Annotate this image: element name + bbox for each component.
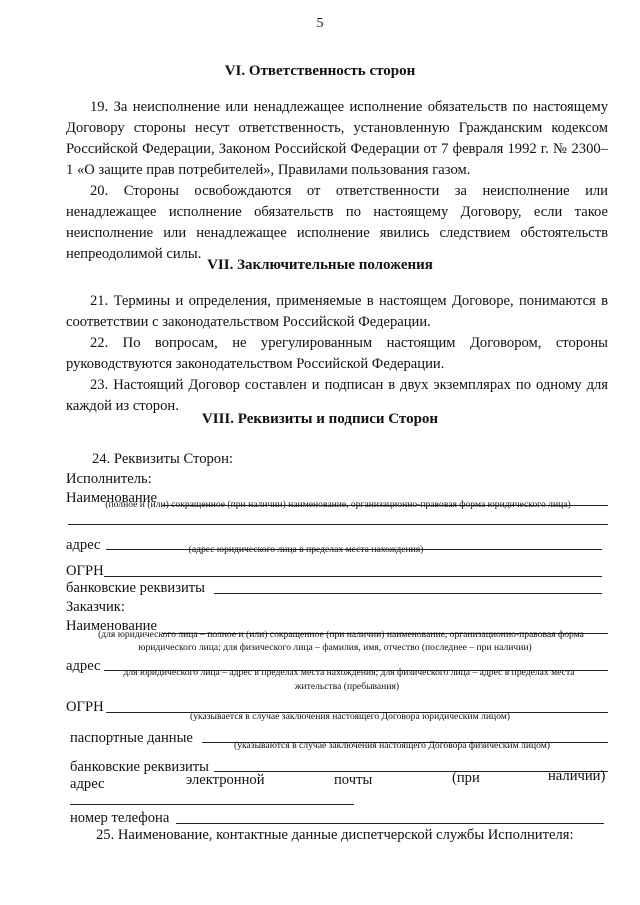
paragraph-20: [66, 181, 608, 265]
paragraph-24: 24. Реквизиты Сторон:: [92, 451, 233, 467]
customer-address-hint-1: для юридического лица – адрес в пределах места нахождения; для физического лица – адрес в пределах места: [123, 667, 575, 678]
customer-passport-label: паспортные данные: [70, 730, 193, 746]
paragraph-23-text: 23. Настоящий Договор составлен и подписан в двух экземплярах по одному для каждой из сторон.: [66, 377, 608, 414]
paragraph-25: 25. Наименование, контактные данные диспетчерской службы Исполнителя:: [96, 827, 574, 843]
customer-email-word-4: (при: [452, 770, 480, 786]
customer-email-field: [70, 804, 354, 805]
paragraph-19: [66, 97, 608, 181]
section-8-title: VIII. Реквизиты и подписи Сторон: [201, 411, 439, 427]
customer-address-label: адрес: [66, 658, 101, 674]
paragraph-20-text: 20. Стороны освобождаются от ответственности за неисполнение или ненадлежащее исполнение обязательств по настоящему Договору, если такое неисполнение или ненадлежащее исполнение явились следствием обстоятельств непреодолимой силы.: [66, 183, 608, 262]
executor-address-label: адрес: [66, 537, 101, 553]
customer-email-word-5: наличии): [548, 768, 606, 784]
customer-address-hint-2: жительства (пребывания): [294, 681, 400, 692]
executor-bank-label: банковские реквизиты: [66, 580, 205, 596]
paragraph-21-text: 21. Термины и определения, применяемые в настоящем Договоре, понимаются в соответствии с законодательством Российской Федерации.: [66, 293, 608, 330]
customer-phone-field: [176, 823, 604, 824]
customer-phone-label: номер телефона: [70, 810, 170, 826]
executor-ogrn-field: [104, 576, 602, 577]
page-number: 5: [316, 16, 324, 31]
paragraph-21: [66, 291, 608, 333]
executor-bank-field: [214, 593, 602, 594]
executor-label: Исполнитель:: [66, 471, 152, 487]
section-6-title: VI. Ответственность сторон: [224, 63, 416, 79]
paragraph-22: [66, 333, 608, 375]
customer-ogrn-label: ОГРН: [66, 699, 104, 715]
executor-name-hint: (полное и (или) сокращенное (при наличии) наименование, организационно-правовая форма юридического лица): [105, 499, 571, 510]
section-7-title: VII. Заключительные положения: [207, 257, 433, 273]
paragraph-22-text: 22. По вопросам, не урегулированным настоящим Договором, стороны руководствуются законодательством Российской Федерации.: [66, 335, 608, 372]
executor-ogrn-label: ОГРН: [66, 563, 104, 579]
customer-bank-label: банковские реквизиты: [70, 759, 209, 775]
customer-name-hint-2: юридического лица; для физического лица – фамилия, имя, отчество (последнее – при наличии): [138, 642, 532, 653]
executor-name-label: Наименование: [66, 490, 157, 506]
customer-name-hint-1: (для юридического лица – полное и (или) сокращенное (при наличии) наименование, организационно-правовая форма: [98, 629, 584, 640]
customer-ogrn-hint: (указывается в случае заключения настоящего Договора юридическим лицом): [190, 711, 510, 722]
customer-email-word-2: электронной: [186, 772, 265, 788]
executor-name-field-continued: [68, 524, 608, 525]
customer-email-word-1: адрес: [70, 776, 105, 792]
customer-passport-hint: (указываются в случае заключения настоящего Договора физическим лицом): [234, 740, 550, 751]
customer-email-word-3: почты: [334, 772, 373, 788]
customer-label: Заказчик:: [66, 599, 125, 615]
executor-address-hint: (адрес юридического лица в пределах места нахождения): [188, 544, 424, 555]
customer-name-label: Наименование: [66, 618, 157, 634]
paragraph-19-text: 19. За неисполнение или ненадлежащее исполнение обязательств по настоящему Договору стороны несут ответственность, установленную Гражданским кодексом Российской Федерации, Законом Российской Федерации от 7 февраля 1992 г. № 2300–1 «О защите прав потребителей», Правилами пользования газом.: [66, 99, 608, 178]
